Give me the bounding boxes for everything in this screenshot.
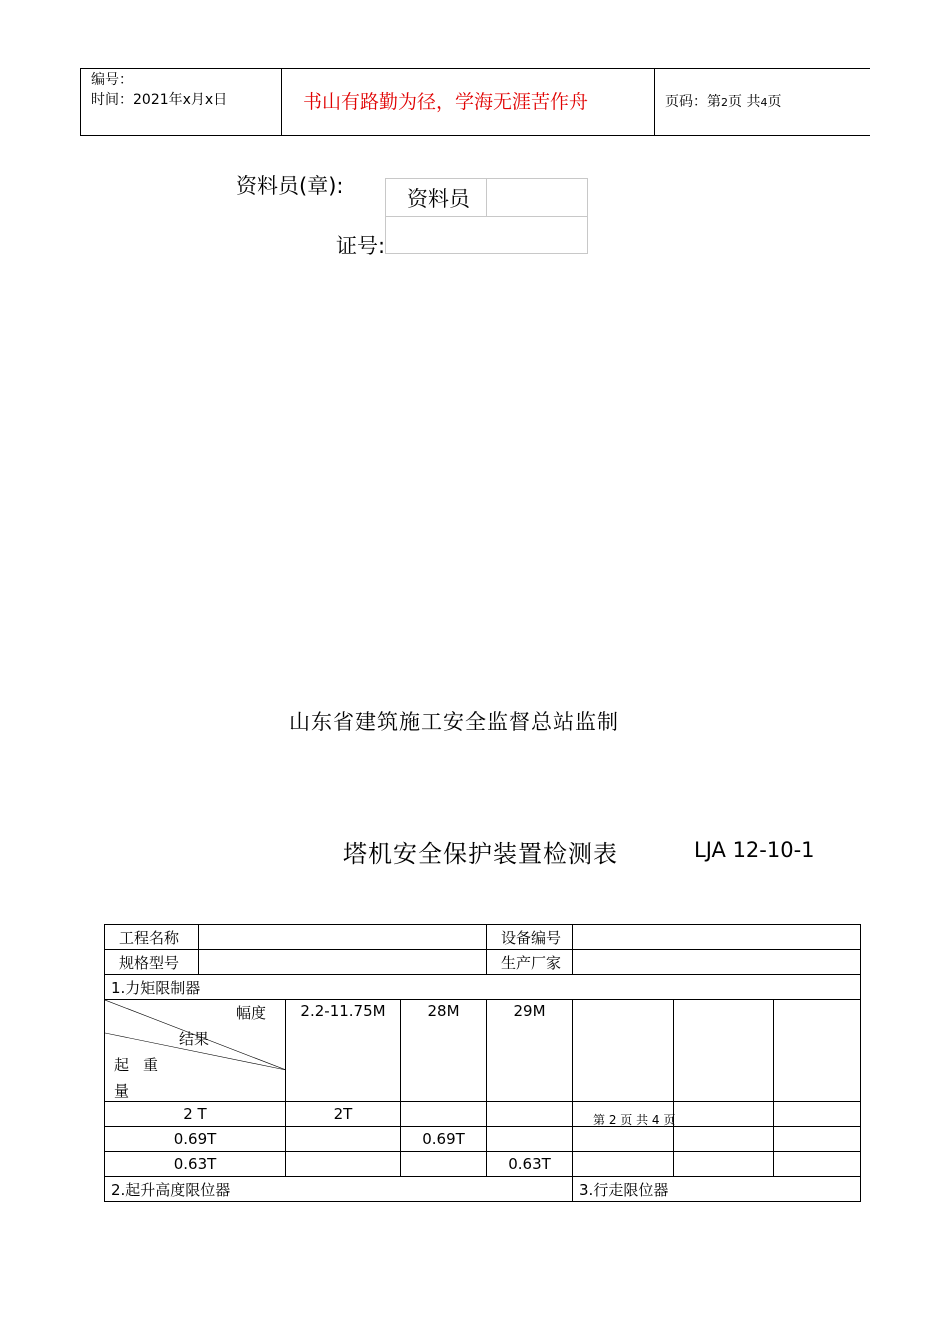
project-name-value[interactable] xyxy=(199,925,487,950)
lift-label: 起重 xyxy=(114,1056,173,1074)
result-cell[interactable] xyxy=(774,1152,861,1177)
result-cell[interactable]: 2T xyxy=(286,1102,401,1127)
amplitude-1: 2.2-11.75M xyxy=(286,1000,401,1102)
weight-label: 量 xyxy=(114,1082,130,1100)
table-row xyxy=(105,975,861,1000)
section-3-label: 3.行走限位器 xyxy=(573,1177,861,1202)
result-cell[interactable] xyxy=(401,1102,487,1127)
device-no-text: 设备编号 xyxy=(501,928,562,947)
header-page xyxy=(655,69,870,135)
page-end: 页 xyxy=(767,94,782,110)
result-cell[interactable]: 0.63T xyxy=(487,1152,573,1177)
page-mid: 页 共 xyxy=(728,94,761,110)
table-row xyxy=(105,1000,861,1102)
clerk-seal-label: 资料员(章): xyxy=(236,174,344,198)
clerk-box-label: 资料员 xyxy=(386,179,487,216)
load-cell: 0.69T xyxy=(105,1127,286,1152)
amplitude-2: 28M xyxy=(401,1000,487,1102)
table-row xyxy=(105,1152,861,1177)
result-cell[interactable] xyxy=(573,1127,674,1152)
result-cell[interactable] xyxy=(774,1127,861,1152)
header-box xyxy=(80,68,870,136)
manufacturer-value[interactable] xyxy=(573,950,861,975)
spec-model-label: 规格型号 xyxy=(105,950,199,975)
page-info: 第 2 页 共 4 页 xyxy=(593,1113,676,1127)
project-name-label: 工程名称 xyxy=(105,925,199,950)
result-cell[interactable] xyxy=(487,1102,573,1127)
amplitude-4[interactable] xyxy=(573,1000,674,1102)
result-cell[interactable] xyxy=(401,1152,487,1177)
result-cell[interactable] xyxy=(286,1127,401,1152)
doc-title: 塔机安全保护装置检测表 xyxy=(343,840,618,868)
page-info-cell xyxy=(573,1102,674,1127)
table-row xyxy=(105,1127,861,1152)
table-row xyxy=(105,950,861,975)
header-motto: 书山有路勤为径，学海无涯苦作舟 xyxy=(282,69,655,135)
cert-label: 证号: xyxy=(336,234,386,258)
result-cell[interactable] xyxy=(573,1152,674,1177)
section-1-label: 1.力矩限制器 xyxy=(105,975,861,1000)
number-label: 编号： xyxy=(91,72,133,88)
amplitude-5[interactable] xyxy=(674,1000,774,1102)
load-cell: 2 T xyxy=(105,1102,286,1127)
inspection-table xyxy=(104,924,861,1202)
result-cell[interactable] xyxy=(674,1102,774,1127)
load-cell: 0.63T xyxy=(105,1152,286,1177)
signature-box xyxy=(385,178,588,254)
page-label: 页码：第 xyxy=(665,94,721,110)
result-cell[interactable] xyxy=(487,1127,573,1152)
device-no-value[interactable] xyxy=(573,925,861,950)
amplitude-3: 29M xyxy=(487,1000,573,1102)
diagonal-header-cell xyxy=(105,1000,286,1102)
page-total: 4 xyxy=(760,96,768,109)
header-meta xyxy=(81,69,282,135)
organization: 山东省建筑施工安全监督总站监制 xyxy=(289,710,619,734)
result-cell[interactable] xyxy=(774,1102,861,1127)
signature-row-1 xyxy=(386,179,587,217)
table-row xyxy=(105,925,861,950)
amplitude-6[interactable] xyxy=(774,1000,861,1102)
section-2-label: 2.起升高度限位器 xyxy=(105,1177,573,1202)
table-row xyxy=(105,1102,861,1127)
manufacturer-label: 生产厂家 xyxy=(487,950,573,975)
result-label: 结果 xyxy=(179,1030,210,1048)
result-cell[interactable] xyxy=(286,1152,401,1177)
table-row xyxy=(105,1177,861,1202)
page-current: 2 xyxy=(721,96,728,109)
doc-code: LJA 12-10-1 xyxy=(694,838,815,862)
result-cell[interactable] xyxy=(674,1152,774,1177)
amplitude-label: 幅度 xyxy=(236,1004,267,1022)
time-label: 时间：2021年x月x日 xyxy=(91,92,228,108)
result-cell[interactable] xyxy=(674,1127,774,1152)
clerk-box-value[interactable] xyxy=(487,179,587,216)
spec-model-value[interactable] xyxy=(199,950,487,975)
cert-box-value[interactable] xyxy=(386,217,587,254)
result-cell[interactable]: 0.69T xyxy=(401,1127,487,1152)
device-no-label xyxy=(487,925,573,950)
